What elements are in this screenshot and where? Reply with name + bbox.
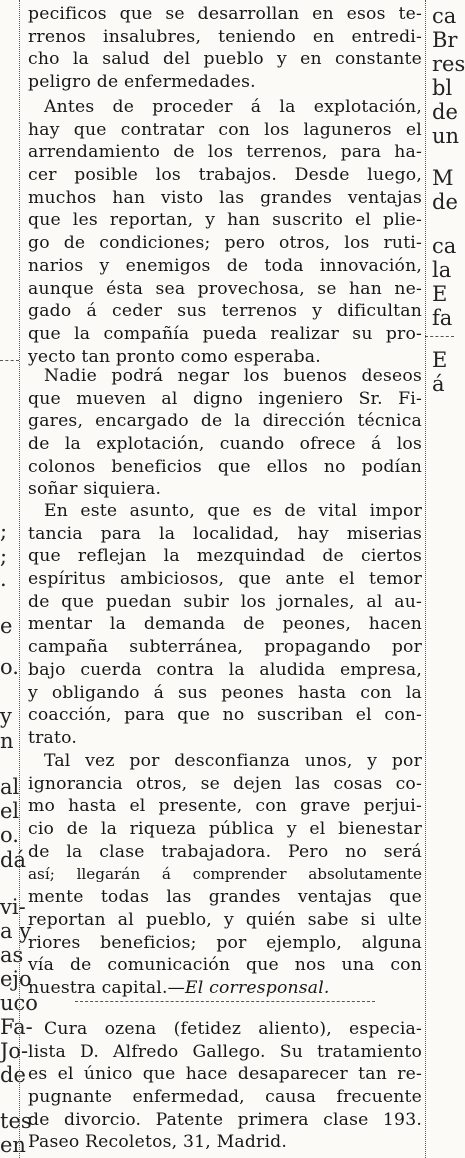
- fragment: de: [432, 190, 458, 214]
- text-line: de la explotación, cuando ofrece á los: [28, 434, 422, 455]
- fragment: .: [0, 567, 7, 591]
- fragment: o.: [0, 823, 19, 847]
- fragment: de: [0, 1063, 26, 1087]
- text-line: Tal vez por desconfianza unos, y por: [44, 751, 422, 771]
- text-line: narios y enemigos de toda innovación,: [28, 255, 422, 276]
- text-line: Cura ozena (fetidez aliento), especia-: [44, 1019, 422, 1039]
- column-rule-right: [425, 0, 426, 1158]
- text-line: Paseo Recoletos, 31, Madrid.: [28, 1132, 288, 1153]
- text-line: que les reportan, y han suscrito el plie-: [28, 210, 422, 231]
- text-fragment: nuestra capital.—: [28, 977, 186, 998]
- text-line: que la compañía pueda realizar su pro-: [28, 323, 422, 344]
- text-line: soñar siquiera.: [28, 479, 162, 500]
- text-line: pugnante enfermedad, causa frecuente: [28, 1087, 422, 1108]
- fragment: M: [432, 166, 454, 190]
- fragment: el: [0, 799, 20, 823]
- text-line: ignorancia otros, se dejen las cosas co-: [28, 773, 422, 794]
- text-line: pecificos que se desarrollan en esos te-: [28, 4, 422, 24]
- text-line: mente todas las grandes ventajas que: [28, 887, 422, 908]
- fragment: ca: [432, 4, 457, 28]
- right-column-fragments: [430, 0, 465, 1158]
- column-rule-left: [19, 0, 20, 1158]
- text-line: trato.: [28, 727, 77, 748]
- fragment: ejo: [0, 967, 32, 991]
- text-line: colonos beneficios que ellos no podían: [28, 456, 422, 477]
- fragment: E: [432, 282, 448, 306]
- text-line: coacción, para que no suscriban el con-: [28, 705, 422, 726]
- fragment: á: [432, 372, 445, 396]
- text-line: aunque ésta sea provechosa, se han ne-: [28, 278, 422, 299]
- fragment: e: [0, 614, 13, 638]
- article-column: [28, 0, 422, 1158]
- fragment: a y: [0, 919, 32, 943]
- text-line: de que puedan subir los jornales, al au-: [28, 591, 422, 612]
- fragment: vi-: [0, 895, 26, 919]
- paragraph-5: [28, 750, 422, 1000]
- text-line: espíritus ambiciosos, que ante el temor: [28, 569, 422, 590]
- text-line: que reflejan la mezquindad de ciertos: [28, 546, 422, 567]
- separator-rule: [425, 336, 454, 337]
- fragment: n: [0, 729, 14, 753]
- fragment: res: [432, 52, 465, 76]
- text-line: mo hasta el presente, con grave perjui-: [28, 796, 422, 817]
- left-column-fragments: [0, 0, 38, 1158]
- text-line: rrenos insalubres, teniendo en entredi-: [28, 26, 422, 47]
- text-line: reportan al pueblo, y quién sabe si ulte: [28, 909, 422, 930]
- text-line: yecto tan pronto como esperaba.: [28, 346, 321, 367]
- text-line: hay que contratar con los laguneros el: [28, 119, 422, 140]
- text-line: cio de la riqueza pública y el bienestar: [28, 819, 422, 840]
- text-line: así; llegarán á comprender absolutamente: [28, 865, 422, 884]
- fragment: tes: [0, 1109, 32, 1133]
- text-line: cho la salud del pueblo y en constante: [28, 49, 422, 70]
- fragment: al: [0, 775, 20, 799]
- paragraph-3: [28, 365, 422, 501]
- fragment: ;: [0, 519, 8, 543]
- fragment: uco: [0, 991, 38, 1015]
- advertisement: [28, 1018, 422, 1154]
- fragment: Fa-: [0, 1015, 33, 1039]
- text-line: que mueven al digno ingeniero Sr. Fi-: [28, 388, 422, 409]
- text-line: es el único que hace desaparecer tan re-: [28, 1064, 422, 1085]
- fragment: en: [0, 1133, 26, 1157]
- text-line: go de condiciones; pero otros, los ruti-: [28, 233, 422, 254]
- text-line: En este asunto, que es de vital impor: [44, 501, 422, 521]
- text-line: cer posible los trabajos. Desde luego,: [28, 165, 422, 186]
- fragment: E: [432, 348, 448, 372]
- text-line: gares, encargado de la dirección técnica: [28, 411, 422, 432]
- text-line: de la clase trabajadora. Pero no será: [28, 841, 422, 862]
- paragraph-2: [28, 96, 422, 368]
- text-line: campaña subterránea, propagando por: [28, 637, 422, 658]
- fragment: la: [432, 258, 452, 282]
- fragment: Br: [432, 28, 458, 52]
- fragment: o.: [0, 655, 19, 679]
- text-line: bajo cuerda contra la aludida empresa,: [28, 659, 422, 680]
- text-line: y obligando á sus peones hasta con la: [28, 682, 422, 703]
- signature: El corresponsal.: [185, 977, 330, 998]
- text-line: gado á ceder sus terrenos y dificultan: [28, 301, 422, 322]
- paragraph-4: [28, 500, 422, 750]
- text-line: riores beneficios; por ejemplo, alguna: [28, 932, 422, 953]
- fragment: de: [432, 100, 458, 124]
- text-line: Nadie podrá negar los buenos deseos: [44, 366, 422, 386]
- text-line: peligro de enfermedades.: [28, 72, 256, 93]
- text-line: muchos han visto las grandes ventajas: [28, 187, 422, 208]
- text-line: lista D. Alfredo Gallego. Su tratamiento: [28, 1041, 422, 1062]
- text-line-signed: [28, 977, 422, 1000]
- fragment: ;: [0, 544, 8, 568]
- fragment: as: [0, 943, 24, 967]
- fragment: bl: [432, 76, 453, 100]
- text-line: de divorcio. Patente primera clase 193.: [28, 1109, 422, 1130]
- fragment: Jo-: [0, 1039, 29, 1063]
- text-line: mentar la demanda de peones, hacen: [28, 614, 422, 635]
- text-line: tancia para la localidad, hay miserias: [28, 523, 422, 544]
- fragment: un: [432, 124, 460, 148]
- text-line: vía de comunicación que nos una con: [28, 955, 422, 976]
- fragment: y: [0, 704, 12, 728]
- fragment: fa: [432, 306, 453, 330]
- separator-rule: [0, 360, 19, 361]
- text-line: Antes de proceder á la explotación,: [44, 97, 422, 117]
- fragment: dá: [0, 848, 26, 872]
- fragment: ca: [432, 234, 457, 258]
- paragraph-1: [28, 3, 422, 94]
- text-line: arrendamiento de los terrenos, para ha-: [28, 142, 422, 163]
